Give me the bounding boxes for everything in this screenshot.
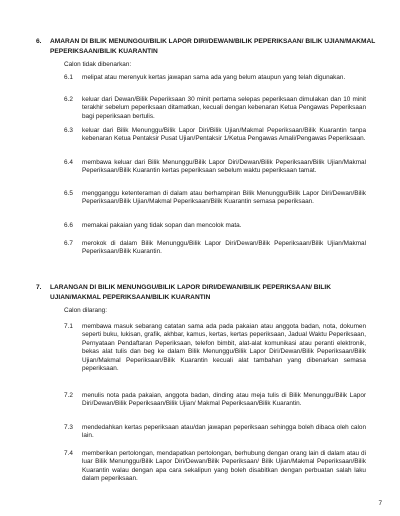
section-6-intro: Calon tidak dibenarkan:	[64, 61, 132, 68]
item-text: keluar dari Bilik Menunggu/Bilik Lapor Diri/Bilik Ujian/Makmal Peperiksaan/Bilik Kuarantin tanpa kebenaran Ketua Pentaksir Pusat Ujian/Pentaksir 1/Ketua Pengawas Amali/Pengawas Peperiksaan.	[82, 127, 366, 143]
item-text: memakai pakaian yang tidak sopan dan mencolok mata.	[82, 222, 242, 229]
item-text: mendedahkan kertas peperiksaan atau/dan jawapan peperiksaan sehingga boleh dibaca oleh calon lain.	[82, 424, 366, 440]
item-text: merokok di dalam Bilik Menunggu/Bilik Lapor Diri/Dewan/Bilik Peperiksaan/Bilik Ujian/Makmal Peperiksaan/Bilik Kuarantin.	[82, 240, 366, 256]
section-7-intro: Calon dilarang:	[64, 307, 107, 314]
item-number: 7.1	[64, 323, 73, 330]
item-number: 6.7	[64, 240, 73, 247]
item-number: 6.2	[64, 96, 73, 103]
item-number: 7.3	[64, 424, 73, 431]
section-7-title: LARANGAN DI BILIK MENUNGGU/BILIK LAPOR DIRI/DEWAN/BILIK PEPERIKSAAN/ BILIK UJIAN/MAKMAL PEPERIKSAAN/BILIK KUARANTIN	[50, 284, 331, 301]
item-number: 7.2	[64, 392, 73, 399]
item-text: memberikan pertolongan, mendapatkan pertolongan, berhubung dengan orang lain di dalam atau di luar Bilik Menunggu/Bilik Lapor Diri/Dewan/Bilik Peperiksaan/ Bilik Ujian/Makmal Peperiksaan/Bilik Kuarantin walau dengan apa cara sekalipun yang boleh disabitkan dengan perbuatan salah laku dalam peperiksaan.	[82, 450, 366, 483]
section-6-number: 6.	[36, 38, 42, 45]
section-6-title: AMARAN DI BILIK MENUNGGU/BILIK LAPOR DIRI/DEWAN/BILIK PEPERIKSAAN/ BILIK UJIAN/MAKMAL PEPERIKSAAN/BILIK KUARANTIN	[50, 38, 376, 55]
item-text: melipat atau merenyuk kertas jawapan sama ada yang belum ataupun yang telah digunakan.	[82, 74, 346, 81]
item-text: membawa keluar dari Bilik Menunggu/Bilik Lapor Diri/Dewan/Bilik Peperiksaan/Bilik Ujian/Makmal Peperiksaan/Bilik Kuarantin kertas peperiksaan sebelum waktu peperiksaan tamat.	[82, 159, 366, 175]
page-number: 7	[378, 500, 382, 507]
item-number: 6.4	[64, 159, 73, 166]
section-7-number: 7.	[36, 284, 42, 291]
item-text: membawa masuk sebarang catatan sama ada pada pakaian atau anggota badan, nota, dokumen seperti buku, lukisan, grafik, akhbar, kamus, kertas, kertas peperiksaan, Jadual Waktu Peperiksaan, Pernyataan Pendaftaran Peperiksaan, telefon bimbit, alat-alat komunikasi atau peranti elektronik, bekas alat tulis dan beg ke dalam Bilik Menunggu/Bilik Lapor Diri/Dewan/Bilik Peperiksaan/Bilik Ujian/Makmal Peperiksaan/Bilik Kuarantin kecuali alat tambahan yang dibenarkan semasa peperiksaan.	[82, 323, 366, 373]
item-text: mengganggu ketenteraman di dalam atau berhampiran Bilik Menunggu/Bilik Lapor Diri/Dewan/Bilik Peperiksaan/Bilik Ujian/Makmal Peperiksaan/Bilik Kuarantin semasa peperiksaan.	[82, 190, 366, 206]
item-number: 7.4	[64, 450, 73, 457]
item-number: 6.6	[64, 222, 73, 229]
item-text: keluar dari Dewan/Bilik Peperiksaan 30 minit pertama selepas peperiksaan dimulakan dan 10 minit terakhir sebelum peperiksaan ditamatkan, kecuali dengan kebenaran Ketua Pengawas Peperiksaan bagi peperiksaan bertulis.	[82, 96, 366, 120]
item-number: 6.3	[64, 127, 73, 134]
item-text: menulis nota pada pakaian, anggota badan, dinding atau meja tulis di Bilik Menunggu/Bilik Lapor Diri/Dewan/Bilik Peperiksaan/Bilik Ujian/ Makmal Peperiksaan/Bilik Kuarantin.	[82, 392, 366, 408]
item-number: 6.5	[64, 190, 73, 197]
item-number: 6.1	[64, 74, 73, 81]
